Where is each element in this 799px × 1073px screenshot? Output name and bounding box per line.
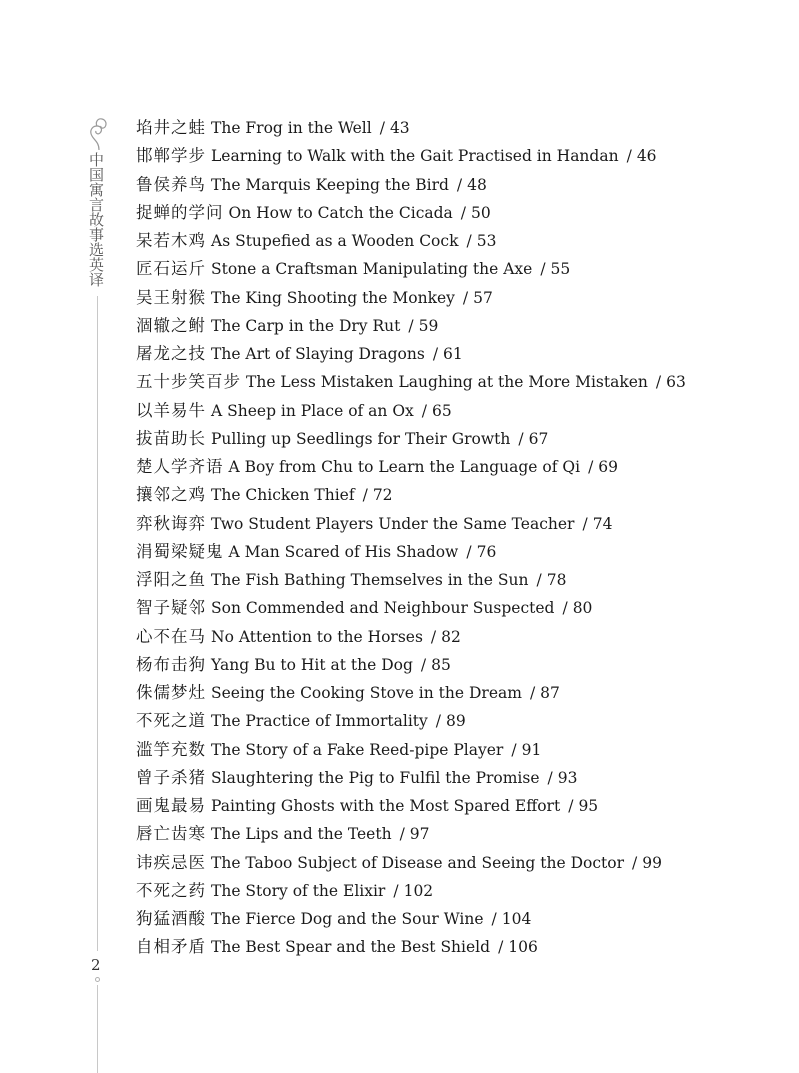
toc-entry <box>136 341 686 369</box>
toc-entry-page: 78 <box>546 571 567 589</box>
toc-entry-chinese-title: 智子疑邻 <box>136 598 206 618</box>
toc-entry-page: 53 <box>476 232 497 250</box>
toc-entry-english-title: The Practice of Immortality <box>211 712 428 731</box>
toc-entry-page: 82 <box>441 627 461 646</box>
toc-entry <box>136 793 686 821</box>
toc-separator: / <box>582 514 588 533</box>
toc-entry-page: 72 <box>372 486 393 505</box>
toc-separator: / <box>399 825 405 844</box>
toc-entry-chinese-title: 侏儒梦灶 <box>136 683 206 702</box>
toc-separator: / <box>536 571 542 589</box>
toc-entry-chinese-title: 呆若木鸡 <box>136 231 206 250</box>
toc-entry-chinese-title: 心不在马 <box>136 626 206 646</box>
toc-entry-english-title: The Marquis Keeping the Bird <box>211 175 449 194</box>
toc-entry-chinese-title: 屠龙之技 <box>136 344 206 363</box>
toc-entry <box>136 285 686 313</box>
toc-separator: / <box>421 401 428 420</box>
toc-entry-chinese-title: 鲁侯养鸟 <box>136 174 206 194</box>
toc-separator: / <box>518 429 524 448</box>
toc-entry-chinese-title: 杨布击狗 <box>136 654 206 674</box>
toc-entry <box>136 595 686 623</box>
toc-entry-chinese-title: 匠石运斤 <box>136 259 206 279</box>
toc-separator: / <box>456 175 463 194</box>
toc-entry <box>136 398 686 426</box>
toc-entry-page: 67 <box>528 429 549 448</box>
toc-entry <box>136 850 686 878</box>
toc-entry-english-title: Pulling up Seedlings for Their Growth <box>211 429 511 448</box>
toc-entry-english-title: The King Shooting the Monkey <box>211 288 455 307</box>
toc-entry-page: 91 <box>521 740 542 759</box>
toc-separator: / <box>568 797 574 815</box>
toc-entry <box>136 906 686 934</box>
toc-entry-chinese-title: 邯郸学步 <box>136 146 206 166</box>
toc-entry-chinese-title: 攘邻之鸡 <box>136 485 206 505</box>
toc-separator: / <box>562 599 568 618</box>
toc-entry-chinese-title: 滥竽充数 <box>136 739 206 759</box>
toc-entry <box>136 256 686 284</box>
toc-entry <box>136 878 686 906</box>
toc-entry-page: 46 <box>636 147 657 166</box>
toc-separator: / <box>435 712 442 731</box>
toc-entry-page: 43 <box>389 119 410 137</box>
toc-separator: / <box>432 345 439 363</box>
toc-entry-english-title: A Sheep in Place of an Ox <box>211 401 414 420</box>
toc-entry-english-title: The Story of the Elixir <box>211 881 386 900</box>
toc-entry-chinese-title: 画鬼最易 <box>136 796 206 815</box>
toc-entry-chinese-title: 不死之道 <box>136 711 206 731</box>
toc-entry-page: 89 <box>446 712 466 731</box>
toc-entry <box>136 454 686 482</box>
toc-entry-page: 93 <box>557 768 578 787</box>
toc-entry-chinese-title: 自相矛盾 <box>136 937 206 957</box>
toc-entry-english-title: The Lips and the Teeth <box>211 825 392 844</box>
toc-entry-page: 69 <box>598 458 619 476</box>
toc-entry <box>136 200 686 228</box>
toc-separator: / <box>466 232 472 250</box>
margin-dot-icon <box>95 977 100 982</box>
toc-entry-chinese-title: 讳疾忌医 <box>136 852 206 872</box>
toc-separator: / <box>498 938 504 957</box>
toc-entry-chinese-title: 以羊易牛 <box>136 400 206 420</box>
toc-entry <box>136 567 686 595</box>
toc-entry <box>136 115 686 143</box>
toc-separator: / <box>462 288 469 307</box>
toc-separator: / <box>529 684 536 702</box>
toc-separator: / <box>547 768 553 787</box>
toc-entry-page: 97 <box>409 825 430 844</box>
toc-entry <box>136 313 686 341</box>
toc-entry-chinese-title: 浮阳之鱼 <box>136 570 206 589</box>
toc-entry-page: 74 <box>592 514 613 533</box>
toc-entry <box>136 143 686 171</box>
toc-entry-page: 104 <box>501 910 532 928</box>
toc-separator: / <box>379 119 385 137</box>
toc-entry-page: 87 <box>540 684 560 702</box>
toc-entry-chinese-title: 不死之药 <box>136 880 206 900</box>
toc-entry-page: 50 <box>471 203 491 222</box>
toc-entry-chinese-title: 曾子杀猪 <box>136 767 206 787</box>
toc-entry-english-title: The Story of a Fake Reed-pipe Player <box>211 740 504 759</box>
toc-entry-english-title: Son Commended and Neighbour Suspected <box>211 599 555 618</box>
toc-entry <box>136 172 686 200</box>
toc-entry <box>136 652 686 680</box>
toc-separator: / <box>408 316 414 335</box>
toc-entry-english-title: The Fierce Dog and the Sour Wine <box>211 910 484 928</box>
toc-separator: / <box>588 458 594 476</box>
toc-entry-chinese-title: 拔苗助长 <box>136 428 206 448</box>
toc-separator: / <box>626 147 632 166</box>
cloud-ornament-icon <box>86 116 112 152</box>
toc-entry-chinese-title: 狗猛酒酸 <box>136 909 206 928</box>
toc-entry <box>136 934 686 962</box>
running-title: 中国寓言故事选英译 <box>87 152 105 287</box>
toc-entry <box>136 708 686 736</box>
margin-rule <box>97 296 98 951</box>
toc-entry-page: 95 <box>578 797 599 815</box>
toc-entry <box>136 765 686 793</box>
toc-entry-english-title: Learning to Walk with the Gait Practised in Handan <box>211 147 619 166</box>
toc-entry <box>136 426 686 454</box>
toc-entry-chinese-title: 唇亡齿寒 <box>136 824 206 844</box>
toc-entry-chinese-title: 弈秋诲弈 <box>136 513 206 533</box>
margin-rule <box>97 985 98 1073</box>
toc-entry-chinese-title: 涓蜀梁疑鬼 <box>136 541 224 561</box>
toc-entry-english-title: Yang Bu to Hit at the Dog <box>211 655 413 674</box>
toc-entry-page: 85 <box>431 655 451 674</box>
toc-entry-english-title: A Boy from Chu to Learn the Language of Qi <box>228 458 581 476</box>
toc-entry-chinese-title: 涸辙之鲋 <box>136 315 206 335</box>
toc-entry-english-title: The Carp in the Dry Rut <box>211 316 401 335</box>
toc-entry-chinese-title: 吴王射猴 <box>136 287 206 307</box>
toc-entry-page: 102 <box>403 881 434 900</box>
toc-entry-page: 59 <box>418 316 439 335</box>
toc-separator: / <box>393 881 399 900</box>
toc-entry-page: 57 <box>473 288 493 307</box>
toc-entry-english-title: Seeing the Cooking Stove in the Dream <box>211 684 522 702</box>
toc-entry <box>136 624 686 652</box>
toc-entry-english-title: The Fish Bathing Themselves in the Sun <box>211 571 529 589</box>
toc-entry-english-title: Two Student Players Under the Same Teacher <box>211 514 575 533</box>
toc-entry-page: 55 <box>550 260 571 279</box>
toc-entry-english-title: The Less Mistaken Laughing at the More Mistaken <box>246 373 648 392</box>
toc-entry-page: 61 <box>443 345 463 363</box>
toc-entry <box>136 737 686 765</box>
toc-entry-chinese-title: 五十步笑百步 <box>136 372 241 392</box>
toc-entry-english-title: No Attention to the Horses <box>211 627 423 646</box>
toc-entry-chinese-title: 捉蝉的学问 <box>136 202 224 222</box>
toc-entry <box>136 821 686 849</box>
toc-separator: / <box>632 853 638 872</box>
toc-entry-english-title: Stone a Craftsman Manipulating the Axe <box>211 260 533 279</box>
toc-entry <box>136 539 686 567</box>
toc-entry-english-title: A Man Scared of His Shadow <box>228 542 459 561</box>
toc-entry-english-title: On How to Catch the Cicada <box>228 203 453 222</box>
toc-entry <box>136 482 686 510</box>
toc-entry-page: 76 <box>476 542 497 561</box>
toc-entry-page: 99 <box>642 853 662 872</box>
toc-entry-chinese-title: 埳井之蛙 <box>136 118 206 137</box>
toc-entry-page: 65 <box>432 401 452 420</box>
toc-entry-english-title: The Taboo Subject of Disease and Seeing the Doctor <box>211 853 624 872</box>
toc-entry-page: 80 <box>572 599 593 618</box>
page-number: 2 <box>91 956 101 974</box>
toc-entry-english-title: Slaughtering the Pig to Fulfil the Promise <box>211 768 540 787</box>
toc-separator: / <box>460 203 467 222</box>
toc-separator: / <box>420 655 427 674</box>
toc-entry <box>136 228 686 256</box>
toc-entry-chinese-title: 楚人学齐语 <box>136 457 224 476</box>
toc-entry-english-title: Painting Ghosts with the Most Spared Effort <box>211 797 561 815</box>
table-of-contents <box>136 115 686 963</box>
toc-separator: / <box>466 542 472 561</box>
toc-entry-page: 48 <box>467 175 487 194</box>
toc-separator: / <box>491 910 497 928</box>
toc-entry-english-title: The Frog in the Well <box>211 119 372 137</box>
toc-entry-english-title: The Chicken Thief <box>211 486 355 505</box>
toc-entry <box>136 369 686 397</box>
toc-entry-english-title: The Best Spear and the Best Shield <box>211 938 491 957</box>
toc-separator: / <box>540 260 546 279</box>
toc-separator: / <box>655 373 662 392</box>
toc-entry-english-title: As Stupefied as a Wooden Cock <box>211 232 459 250</box>
toc-entry-page: 63 <box>666 373 686 392</box>
toc-entry-english-title: The Art of Slaying Dragons <box>211 345 425 363</box>
toc-entry <box>136 511 686 539</box>
toc-separator: / <box>430 627 437 646</box>
toc-separator: / <box>511 740 517 759</box>
toc-separator: / <box>362 486 368 505</box>
toc-entry-page: 106 <box>508 938 538 957</box>
toc-entry <box>136 680 686 708</box>
